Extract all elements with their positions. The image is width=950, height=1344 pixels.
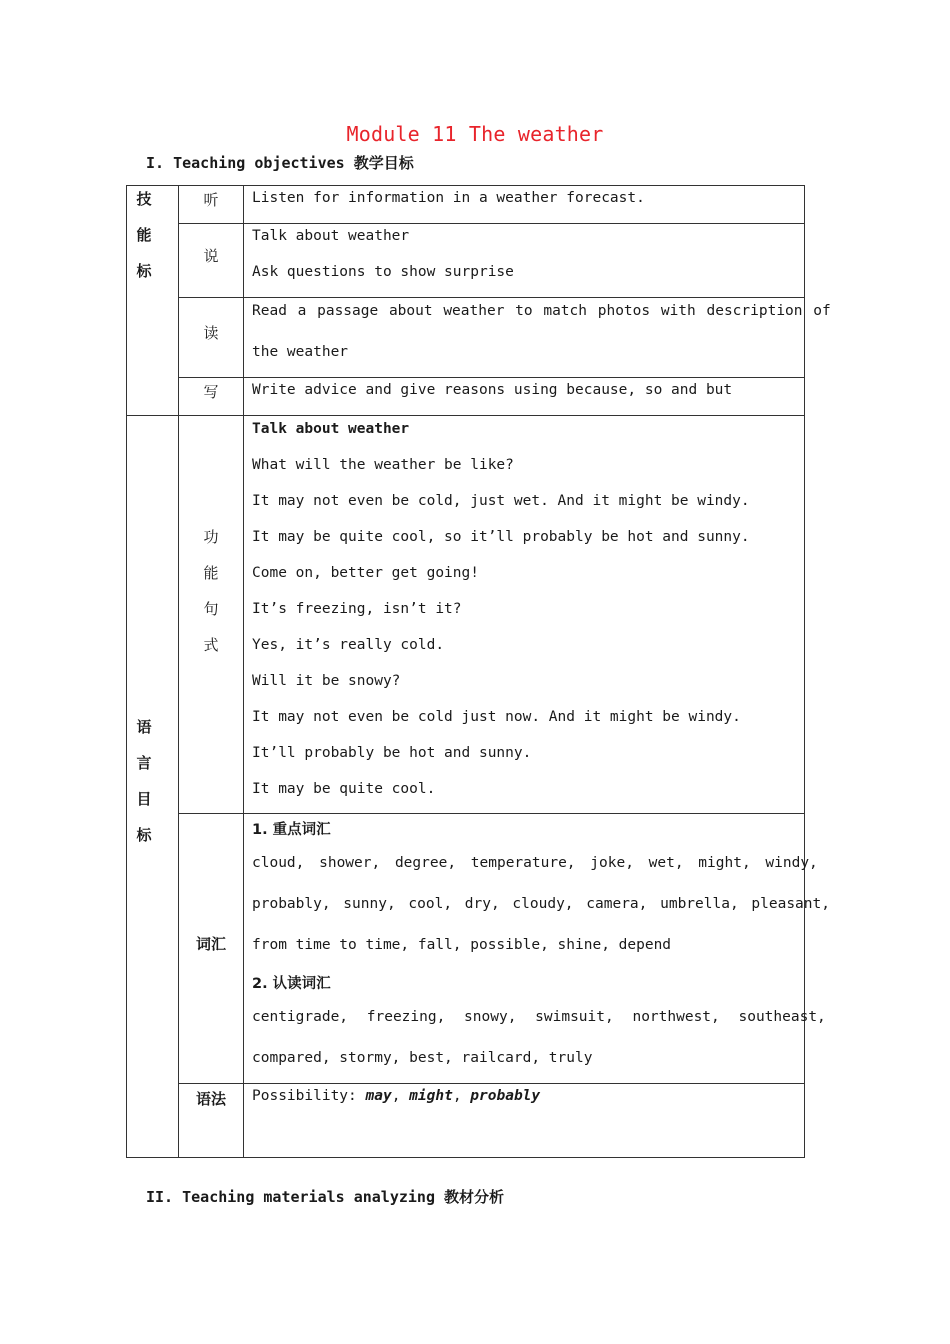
read-label: 读	[203, 324, 219, 342]
section-heading-materials: II. Teaching materials analyzing 教材分析	[146, 1188, 505, 1206]
read-text-2: the weather	[252, 344, 349, 360]
page-title: Module 11 The weather	[346, 122, 604, 146]
vocab-text: cloud, shower, degree, temperature, joke, wet, might, windy,	[252, 855, 818, 871]
function-line: It’s freezing, isn’t it?	[252, 601, 462, 617]
table-divider	[178, 297, 805, 298]
vocabulary-label: 词汇	[195, 935, 226, 953]
function-line: Will it be snowy?	[252, 673, 401, 689]
read-text-1	[252, 303, 831, 319]
table-divider	[178, 813, 805, 814]
label-char: 能	[136, 226, 152, 244]
table-divider	[243, 185, 244, 1158]
language-group-label	[127, 709, 161, 853]
grammar-label: 语法	[195, 1090, 226, 1108]
grammar-term: might	[409, 1088, 453, 1104]
speak-label: 说	[203, 247, 219, 265]
table-divider	[178, 223, 805, 224]
grammar-sep: ,	[391, 1088, 410, 1104]
function-line: Yes, it’s really cold.	[252, 637, 445, 653]
grammar-text	[252, 1088, 540, 1104]
table-divider	[126, 415, 805, 416]
recognize-vocab-line: compared, stormy, best, railcard, truly	[252, 1050, 593, 1066]
function-line: What will the weather be like?	[252, 457, 514, 473]
function-line: It may not even be cold, just wet. And it might be windy.	[252, 493, 750, 509]
grammar-sep: ,	[452, 1088, 471, 1104]
function-line: It may be quite cool, so it’ll probably be hot and sunny.	[252, 529, 750, 545]
grammar-term: probably	[470, 1088, 541, 1104]
label-char: 技	[136, 190, 152, 208]
functions-label	[194, 519, 228, 663]
table-divider	[178, 377, 805, 378]
vocab-text: probably, sunny, cool, dry, cloudy, camera, umbrella, pleasant,	[252, 896, 830, 912]
key-vocab-line	[252, 896, 830, 912]
grammar-prefix: Possibility:	[252, 1088, 366, 1104]
speak-text-1: Talk about weather	[252, 228, 410, 244]
read-line: Read a passage about weather to match photos with description of	[252, 303, 831, 319]
key-vocab-heading: 1. 重点词汇	[252, 822, 331, 838]
function-line: It may not even be cold just now. And it might be windy.	[252, 709, 741, 725]
listen-label: 听	[203, 191, 219, 209]
write-text: Write advice and give reasons using because, so and but	[252, 382, 733, 398]
label-char: 标	[136, 826, 152, 844]
label-char: 句	[203, 600, 219, 618]
table-divider	[178, 1083, 805, 1084]
grammar-term: may	[365, 1088, 392, 1104]
recognize-vocab-line: centigrade, freezing, snowy, swimsuit, northwest, southeast,	[252, 1009, 826, 1025]
function-line: It may be quite cool.	[252, 781, 436, 797]
function-line: It’ll probably be hot and sunny.	[252, 745, 532, 761]
label-char: 能	[203, 564, 219, 582]
key-vocab-line	[252, 855, 818, 871]
recognize-vocab-heading: 2. 认读词汇	[252, 976, 331, 992]
key-vocab-line: from time to time, fall, possible, shine, depend	[252, 937, 672, 953]
listen-text: Listen for information in a weather forecast.	[252, 190, 645, 206]
speak-text-2: Ask questions to show surprise	[252, 264, 514, 280]
label-char: 言	[136, 754, 152, 772]
section-heading-objectives: I. Teaching objectives 教学目标	[146, 154, 414, 172]
label-char: 功	[203, 528, 219, 546]
label-char: 式	[203, 636, 219, 654]
label-char: 标	[136, 262, 152, 280]
functions-heading: Talk about weather	[252, 421, 410, 437]
function-line: Come on, better get going!	[252, 565, 479, 581]
skills-group-label	[127, 181, 161, 289]
label-char: 目	[136, 790, 152, 808]
write-label: 写	[203, 383, 219, 401]
label-char: 语	[136, 718, 152, 736]
